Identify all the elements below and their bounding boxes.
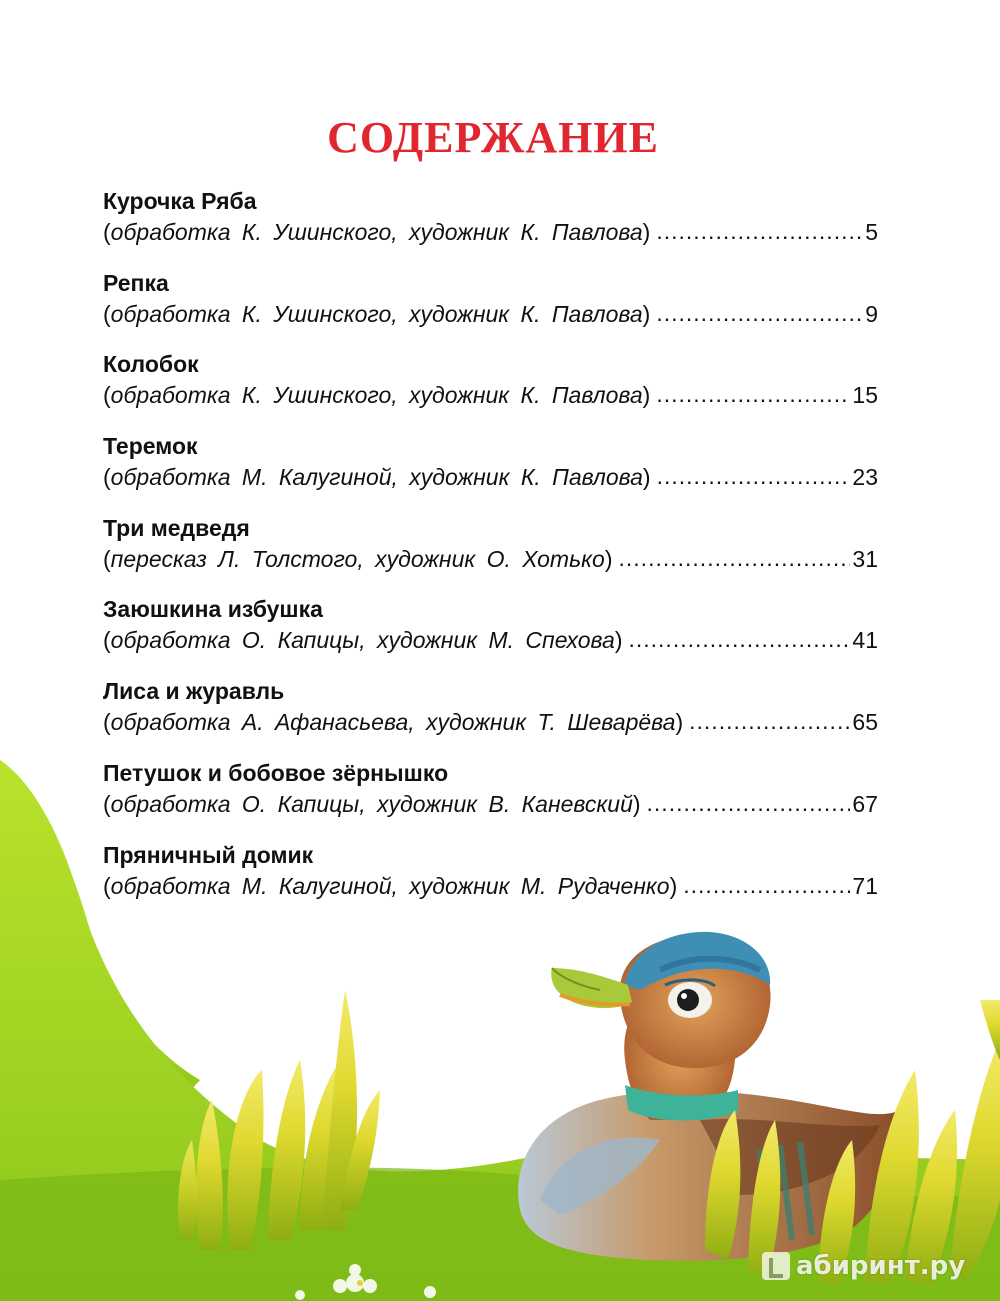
dot-leader [647,788,851,818]
entry-title: Лиса и журавль [103,678,285,705]
entry-credit: (обработка О. Капицы, художник М. Спехова) [103,627,623,654]
entry-credit-line [103,789,878,819]
toc-entry[interactable] [103,757,878,839]
entry-credit: (обработка М. Калугиной, художник К. Павлова) [103,464,651,491]
page-number: 41 [852,627,878,654]
toc-entry[interactable] [103,348,878,430]
entry-title: Три медведя [103,514,250,541]
table-of-contents [103,185,878,920]
toc-entry[interactable] [103,185,878,267]
dot-leader [656,379,850,409]
page-number: 65 [852,709,878,736]
dot-leader [657,461,851,491]
toc-entry[interactable] [103,430,878,512]
entry-title: Пряничный домик [103,841,314,868]
entry-credit-line [103,217,878,247]
entry-credit: (пересказ Л. Толстого, художник О. Хотько) [103,545,613,572]
toc-entry[interactable] [103,512,878,594]
entry-credit-line [103,707,878,737]
entry-credit: (обработка К. Ушинского, художник К. Павлова) [103,300,651,327]
page-number: 23 [852,464,878,491]
page-number: 9 [865,300,878,327]
page-number: 67 [852,790,878,817]
toc-entry[interactable] [103,593,878,675]
entry-credit-line [103,299,878,329]
entry-title: Репка [103,269,169,296]
entry-credit-line [103,871,878,901]
entry-credit: (обработка М. Калугиной, художник М. Рудаченко) [103,872,678,899]
page-number: 31 [852,545,878,572]
entry-credit-line [103,462,878,492]
labirint-watermark [762,1246,992,1286]
page-number: 71 [852,872,878,899]
dot-leader [683,870,850,900]
dot-leader [656,298,863,328]
entry-title: Колобок [103,351,199,378]
entry-credit: (обработка О. Капицы, художник В. Каневский) [103,790,641,817]
toc-entry[interactable] [103,839,878,921]
entry-title: Петушок и бобовое зёрнышко [103,759,449,786]
dot-leader [689,706,850,736]
entry-credit: (обработка А. Афанасьева, художник Т. Шеварёва) [103,709,684,736]
entry-title: Теремок [103,433,198,460]
toc-entry[interactable] [103,267,878,349]
entry-credit-line [103,544,878,574]
page-title: СОДЕРЖАНИЕ [327,113,659,162]
labirint-logo-icon [762,1252,790,1280]
dot-leader [656,216,863,246]
toc-entry[interactable] [103,675,878,757]
entry-credit-line [103,380,878,410]
dot-leader [619,543,851,573]
entry-credit: (обработка К. Ушинского, художник К. Павлова) [103,382,651,409]
watermark-text: абиринт.ру [796,1251,966,1281]
entry-credit-line [103,625,878,655]
page-number: 15 [852,382,878,409]
entry-title: Курочка Ряба [103,188,257,214]
dot-leader [628,624,850,654]
entry-title: Заюшкина избушка [103,596,323,623]
page-number: 5 [865,219,878,245]
entry-credit: (обработка К. Ушинского, художник К. Павлова) [103,219,651,245]
